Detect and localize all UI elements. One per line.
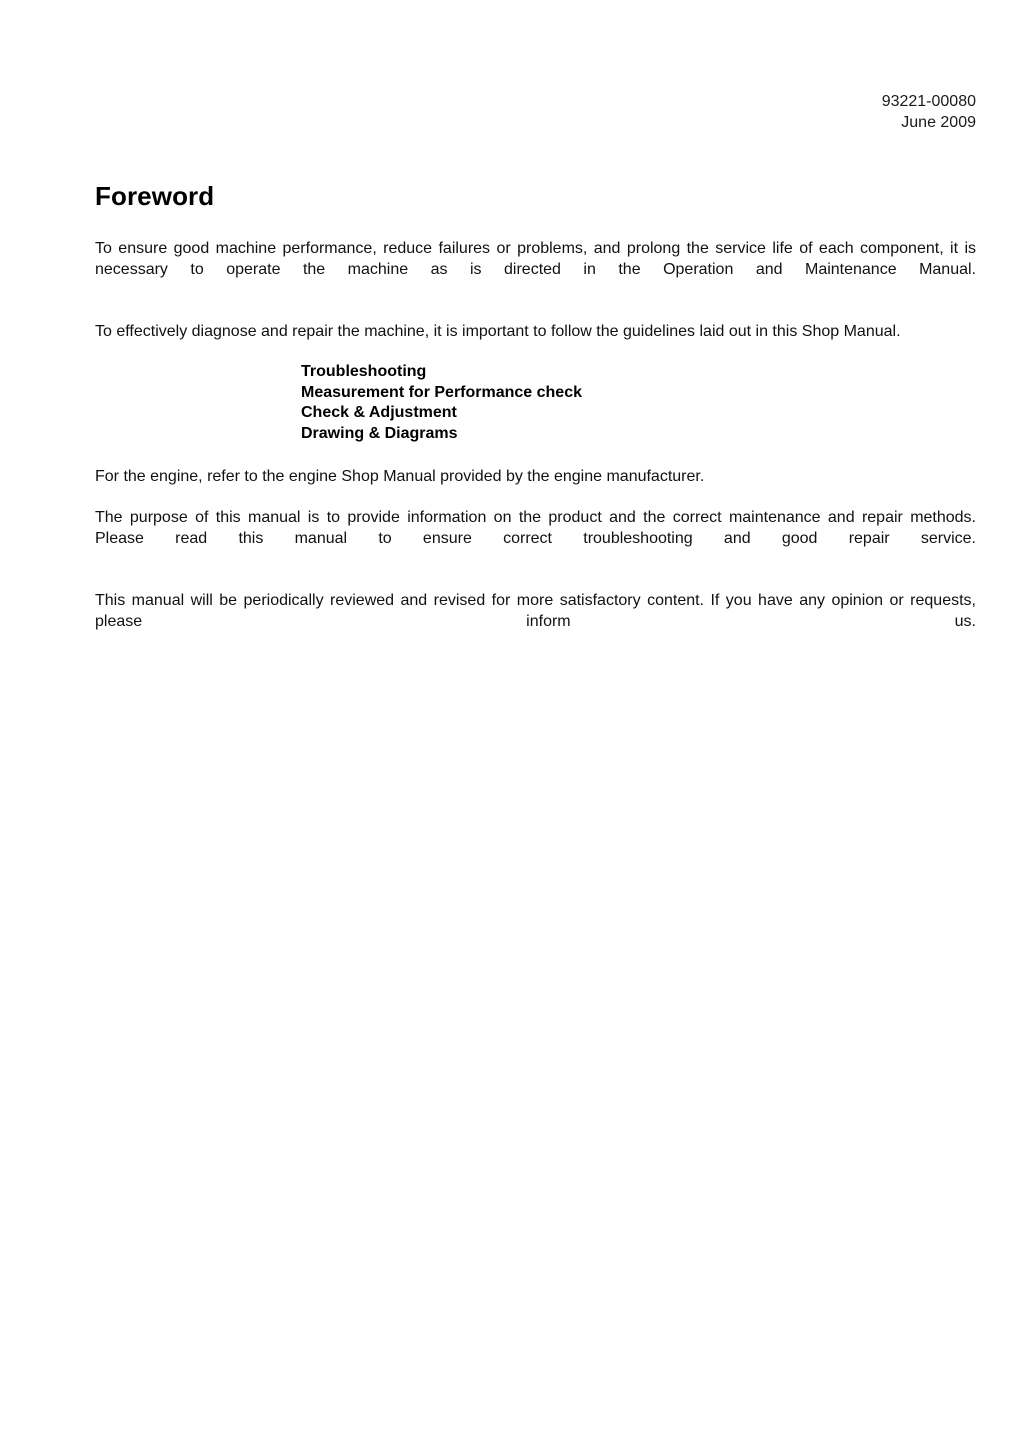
topic-item-check-and-adjustment: Check & Adjustment — [301, 404, 457, 421]
paragraph-engine-reference: For the engine, refer to the engine Shop Manual provided by the engine manufacturer. — [95, 468, 705, 485]
document-date: June 2009 — [901, 114, 976, 131]
paragraph-revision-notice: This manual will be periodically reviewed and revised for more satisfactory content. If you have any opinion or requests, please inform us. — [95, 592, 976, 630]
page-title: Foreword — [95, 181, 215, 211]
document-number: 93221-00080 — [881, 93, 976, 110]
document-header — [882, 91, 976, 133]
document-content — [95, 180, 976, 653]
paragraph-intro: To ensure good machine performance, reduce failures or problems, and prolong the service life of each component, it is necessary to operate the machine as is directed in the Operation and Maintenance Manual. — [95, 240, 976, 278]
topic-item-troubleshooting: Troubleshooting — [301, 363, 427, 380]
paragraph-guidelines: To effectively diagnose and repair the machine, it is important to follow the guidelines laid out in this Shop Manual. — [95, 323, 901, 340]
topic-item-drawing-and-diagrams: Drawing & Diagrams — [301, 424, 458, 442]
paragraph-purpose: The purpose of this manual is to provide information on the product and the correct maintenance and repair methods. Please read this manual to ensure correct troubleshooting and good repair service. — [95, 509, 976, 547]
topic-list — [95, 362, 976, 444]
topic-item-measurement-for-performance-check: Measurement for Performance check — [301, 383, 582, 401]
